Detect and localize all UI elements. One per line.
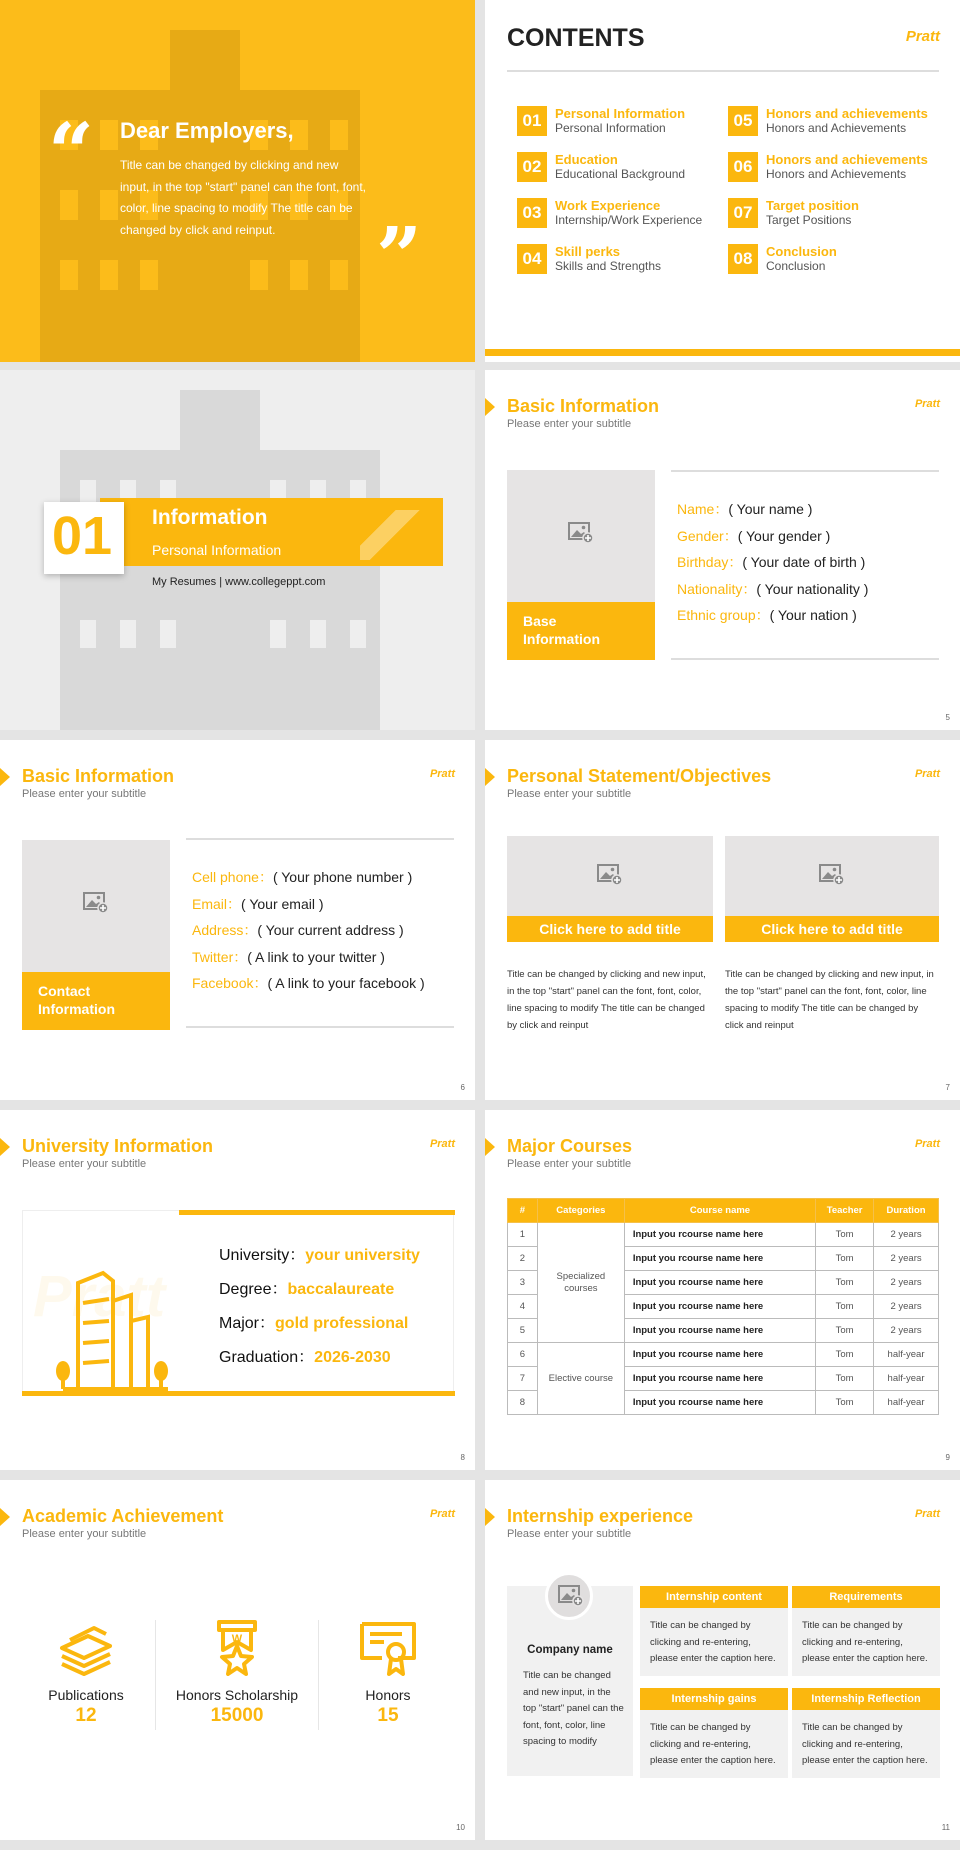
slide-title: Basic Information bbox=[22, 766, 175, 786]
slide-subtitle: Please enter your subtitle bbox=[507, 418, 632, 430]
duration-cell: 2 years bbox=[874, 1319, 939, 1343]
contents-item[interactable] bbox=[517, 152, 717, 192]
duration-cell: 2 years bbox=[874, 1247, 939, 1271]
contents-item-number: 03 bbox=[517, 198, 547, 228]
label-box bbox=[22, 972, 170, 1030]
info-field-label: Name： bbox=[677, 501, 729, 517]
header-cell: Categories bbox=[537, 1199, 624, 1223]
contents-item-subtitle: Conclusion bbox=[766, 259, 826, 273]
contents-item-title: Education bbox=[555, 152, 618, 167]
contents-item-number: 06 bbox=[728, 152, 758, 182]
slide-internship-experience bbox=[485, 1480, 960, 1840]
internship-box-title: Internship content bbox=[640, 1586, 788, 1608]
header-cell: # bbox=[508, 1199, 538, 1223]
header-cell: Course name bbox=[624, 1199, 815, 1223]
row-number: 2 bbox=[508, 1247, 538, 1271]
duration-cell: half-year bbox=[874, 1343, 939, 1367]
info-field-label: Twitter： bbox=[192, 948, 248, 965]
slide-section-01 bbox=[0, 370, 475, 730]
add-image-icon bbox=[597, 864, 623, 886]
achievement-label: Publications bbox=[48, 1687, 124, 1703]
info-field bbox=[677, 602, 868, 629]
row-number: 4 bbox=[508, 1295, 538, 1319]
achievement-value: 15 bbox=[377, 1705, 399, 1726]
label-line-1: Base bbox=[523, 613, 557, 629]
label-box bbox=[507, 602, 655, 660]
contents-item[interactable] bbox=[517, 106, 717, 146]
bottom-divider bbox=[186, 1026, 454, 1028]
title-arrow-icon bbox=[485, 1508, 495, 1526]
contents-item-title: Work Experience bbox=[555, 198, 661, 213]
internship-box bbox=[640, 1586, 788, 1676]
top-divider bbox=[186, 838, 454, 840]
contents-item-subtitle: Skills and Strengths bbox=[555, 259, 662, 273]
brand-logo: Pratt bbox=[914, 1508, 940, 1520]
page-number: 9 bbox=[945, 1453, 950, 1462]
university-row-label: University： bbox=[219, 1247, 306, 1264]
svg-text:W: W bbox=[231, 1633, 243, 1645]
page-number: 11 bbox=[941, 1823, 950, 1832]
contents-item-subtitle: Honors and Achievements bbox=[766, 121, 907, 135]
internship-box bbox=[640, 1688, 788, 1778]
internship-box-title: Requirements bbox=[792, 1586, 940, 1608]
title-arrow-icon bbox=[485, 1138, 495, 1156]
achievement-item bbox=[26, 1620, 146, 1727]
contents-bottom-bar bbox=[485, 349, 960, 356]
contents-item[interactable] bbox=[728, 244, 928, 284]
university-row bbox=[219, 1273, 420, 1307]
section-subtitle: Personal Information bbox=[152, 542, 282, 558]
internship-box-text: Title can be changed by clicking and re-entering, please enter the caption here. bbox=[792, 1710, 940, 1778]
contents-item-number: 02 bbox=[517, 152, 547, 182]
internship-box-title: Internship Reflection bbox=[792, 1688, 940, 1710]
image-placeholder[interactable] bbox=[507, 836, 713, 916]
info-field bbox=[677, 523, 868, 550]
university-row bbox=[219, 1307, 420, 1341]
info-field-label: Address： bbox=[192, 922, 258, 938]
image-placeholder[interactable] bbox=[507, 470, 655, 660]
contents-item[interactable] bbox=[728, 106, 928, 146]
title-arrow-icon bbox=[485, 768, 495, 786]
slide-title: University Information bbox=[22, 1136, 214, 1156]
duration-cell: 2 years bbox=[874, 1295, 939, 1319]
internship-box-text: Title can be changed by clicking and re-entering, please enter the caption here. bbox=[640, 1608, 788, 1676]
brand-logo: Pratt bbox=[914, 768, 940, 780]
add-image-icon bbox=[819, 864, 845, 886]
row-number: 7 bbox=[508, 1367, 538, 1391]
add-title-button[interactable]: Click here to add title bbox=[507, 916, 713, 942]
label-line-1: Contact bbox=[38, 983, 91, 999]
close-quote-icon: ” bbox=[376, 209, 423, 303]
slide-subtitle: Please enter your subtitle bbox=[507, 1158, 632, 1170]
add-title-button[interactable]: Click here to add title bbox=[725, 916, 939, 942]
section-footer: My Resumes | www.collegeppt.com bbox=[152, 576, 326, 588]
courses-table-body bbox=[508, 1223, 939, 1415]
slide-title: Internship experience bbox=[507, 1506, 694, 1526]
image-placeholder[interactable] bbox=[22, 840, 170, 1030]
info-field bbox=[192, 970, 425, 997]
info-field bbox=[677, 549, 868, 576]
contents-item-subtitle: Honors and Achievements bbox=[766, 167, 907, 181]
section-title: Information bbox=[152, 506, 268, 529]
info-field-label: Email： bbox=[192, 895, 242, 912]
info-field-value[interactable]: ( A link to your twitter ) bbox=[247, 948, 385, 965]
contents-item-title: Personal Information bbox=[555, 106, 686, 121]
slide-intro bbox=[0, 0, 475, 362]
university-row-value[interactable]: your university bbox=[305, 1247, 420, 1264]
row-number: 8 bbox=[508, 1391, 538, 1415]
university-row-value[interactable]: gold professional bbox=[275, 1315, 409, 1332]
open-quote-icon: “ bbox=[48, 105, 95, 199]
teacher-cell: Tom bbox=[816, 1271, 874, 1295]
slide-major-courses bbox=[485, 1110, 960, 1470]
label-line-2: Information bbox=[38, 1001, 115, 1017]
brand-logo: Pratt bbox=[914, 1138, 940, 1150]
achievement-item bbox=[328, 1620, 448, 1727]
contents-item-title: Target position bbox=[766, 198, 859, 213]
university-row-label: Graduation： bbox=[219, 1349, 315, 1366]
contents-item-subtitle: Personal Information bbox=[555, 121, 666, 135]
contents-item-number: 05 bbox=[728, 106, 758, 136]
internship-box-text: Title can be changed by clicking and re-entering, please enter the caption here. bbox=[640, 1710, 788, 1778]
course-name-cell[interactable]: Input you rcourse name here bbox=[624, 1319, 815, 1343]
page-number: 10 bbox=[456, 1823, 465, 1832]
university-row-value[interactable]: baccalaureate bbox=[287, 1281, 395, 1298]
building-icon bbox=[53, 1263, 173, 1393]
university-row-label: Degree： bbox=[219, 1281, 288, 1298]
add-image-icon bbox=[568, 522, 594, 544]
row-number: 5 bbox=[508, 1319, 538, 1343]
card-top-bar bbox=[179, 1210, 455, 1215]
slide-university-information bbox=[0, 1110, 475, 1470]
contents-item-number: 08 bbox=[728, 244, 758, 274]
teacher-cell: Tom bbox=[816, 1319, 874, 1343]
slide-personal-statement bbox=[485, 740, 960, 1100]
info-field-label: Ethnic group： bbox=[677, 607, 770, 623]
info-field-label: Gender： bbox=[677, 527, 738, 544]
intro-body: Title can be changed by clicking and new input, in the top "start" panel can the font, font, color, line spacing to modify The title can be changed by click and reinput. bbox=[120, 158, 367, 237]
slide-subtitle: Please enter your subtitle bbox=[507, 1528, 632, 1540]
slide-subtitle: Please enter your subtitle bbox=[507, 788, 632, 800]
slide-basic-information-base bbox=[485, 370, 960, 730]
add-image-icon bbox=[83, 892, 109, 914]
card-description: Title can be changed by clicking and new input, in the top "start" panel can the font, font, color, line spacing to modify The title can be changed by click and reinput bbox=[507, 969, 706, 1031]
teacher-cell: Tom bbox=[816, 1367, 874, 1391]
add-image-icon bbox=[558, 1585, 584, 1607]
category-cell: Specialized courses bbox=[537, 1223, 624, 1343]
info-field-value[interactable]: ( Your phone number ) bbox=[272, 869, 413, 885]
contents-item-title: Conclusion bbox=[766, 244, 837, 259]
company-card bbox=[507, 1586, 633, 1776]
page-number: 7 bbox=[945, 1083, 950, 1092]
info-field-value[interactable]: ( Your nationality ) bbox=[756, 580, 869, 597]
university-row bbox=[219, 1341, 420, 1375]
info-field bbox=[192, 891, 425, 918]
info-field-label: Cell phone： bbox=[192, 869, 273, 885]
table-header-row bbox=[508, 1199, 939, 1223]
info-field-value[interactable]: ( A link to your facebook ) bbox=[267, 975, 425, 991]
info-field-label: Nationality： bbox=[677, 580, 757, 597]
contents-title: CONTENTS bbox=[507, 24, 645, 52]
duration-cell: half-year bbox=[874, 1391, 939, 1415]
slide-title: Basic Information bbox=[507, 396, 660, 416]
brand-logo: Pratt bbox=[429, 1508, 455, 1520]
info-field-label: Birthday： bbox=[677, 554, 743, 570]
contents-divider bbox=[507, 70, 939, 72]
title-arrow-icon bbox=[0, 768, 10, 786]
slide-title: Academic Achievement bbox=[22, 1506, 224, 1526]
top-divider bbox=[671, 470, 939, 472]
teacher-cell: Tom bbox=[816, 1391, 874, 1415]
internship-box bbox=[792, 1586, 940, 1676]
info-field-value[interactable]: ( Your email ) bbox=[241, 895, 324, 912]
info-field-label: Facebook： bbox=[192, 975, 268, 991]
achievement-value: 15000 bbox=[210, 1705, 264, 1726]
header-cell: Teacher bbox=[816, 1199, 874, 1223]
course-name-cell[interactable]: Input you rcourse name here bbox=[624, 1223, 815, 1247]
brand-logo: Pratt bbox=[429, 768, 455, 780]
title-arrow-icon bbox=[0, 1138, 10, 1156]
course-name-cell[interactable]: Input you rcourse name here bbox=[624, 1367, 815, 1391]
category-cell: Elective course bbox=[537, 1343, 624, 1415]
internship-box bbox=[792, 1688, 940, 1778]
info-field-value[interactable]: ( Your name ) bbox=[728, 501, 813, 517]
slide-academic-achievement bbox=[0, 1480, 475, 1840]
university-details bbox=[219, 1239, 420, 1375]
row-number: 6 bbox=[508, 1343, 538, 1367]
achievement-label: Honors bbox=[365, 1687, 411, 1703]
info-field bbox=[192, 864, 425, 891]
slide-title: Major Courses bbox=[507, 1136, 633, 1156]
medal-icon bbox=[215, 1620, 259, 1676]
row-number: 3 bbox=[508, 1271, 538, 1295]
contents-item-title: Skill perks bbox=[555, 244, 621, 259]
info-field bbox=[677, 496, 868, 523]
duration-cell: 2 years bbox=[874, 1271, 939, 1295]
contents-item[interactable] bbox=[517, 244, 717, 284]
card-description: Title can be changed by clicking and new input, in the top "start" panel can the font, font, color, line spacing to modify The title can be changed by click and reinput bbox=[725, 969, 934, 1031]
contents-item-subtitle: Target Positions bbox=[766, 213, 852, 227]
teacher-cell: Tom bbox=[816, 1343, 874, 1367]
course-name-cell[interactable]: Input you rcourse name here bbox=[624, 1343, 815, 1367]
teacher-cell: Tom bbox=[816, 1247, 874, 1271]
company-image-placeholder[interactable] bbox=[545, 1572, 593, 1620]
internship-box-text: Title can be changed by clicking and re-entering, please enter the caption here. bbox=[792, 1608, 940, 1676]
row-number: 1 bbox=[508, 1223, 538, 1247]
page-number: 5 bbox=[945, 713, 950, 722]
company-name: Company name bbox=[527, 1644, 613, 1656]
contents-item[interactable] bbox=[517, 198, 717, 238]
slide-subtitle: Please enter your subtitle bbox=[22, 1158, 147, 1170]
slide-title: Personal Statement/Objectives bbox=[507, 766, 772, 786]
course-name-cell[interactable]: Input you rcourse name here bbox=[624, 1295, 815, 1319]
university-row bbox=[219, 1239, 420, 1273]
slide-subtitle: Please enter your subtitle bbox=[22, 1528, 147, 1540]
university-card bbox=[22, 1210, 454, 1396]
info-field bbox=[192, 917, 425, 944]
courses-table bbox=[507, 1198, 939, 1415]
page-number: 6 bbox=[460, 1083, 465, 1092]
title-arrow-icon bbox=[0, 1508, 10, 1526]
info-field-value[interactable]: ( Your nation ) bbox=[769, 607, 857, 623]
teacher-cell: Tom bbox=[816, 1295, 874, 1319]
teacher-cell: Tom bbox=[816, 1223, 874, 1247]
contents-item-subtitle: Internship/Work Experience bbox=[555, 213, 703, 227]
duration-cell: half-year bbox=[874, 1367, 939, 1391]
course-name-cell[interactable]: Input you rcourse name here bbox=[624, 1391, 815, 1415]
slide-basic-information-contact bbox=[0, 740, 475, 1100]
info-field-value[interactable]: ( Your current address ) bbox=[257, 922, 404, 938]
table-row bbox=[508, 1223, 939, 1247]
duration-cell: 2 years bbox=[874, 1223, 939, 1247]
image-placeholder[interactable] bbox=[725, 836, 939, 916]
slide-subtitle: Please enter your subtitle bbox=[22, 788, 147, 800]
contents-item[interactable] bbox=[728, 198, 928, 238]
contents-item[interactable] bbox=[728, 152, 928, 192]
info-field-value[interactable]: ( Your date of birth ) bbox=[742, 554, 866, 570]
university-row-value[interactable]: 2026-2030 bbox=[314, 1349, 391, 1366]
brand-logo: Pratt bbox=[914, 398, 940, 410]
info-field-list bbox=[192, 864, 425, 997]
certificate-icon bbox=[358, 1620, 418, 1676]
contents-item-title: Honors and achievements bbox=[766, 152, 928, 167]
contents-item-number: 04 bbox=[517, 244, 547, 274]
info-field bbox=[677, 576, 868, 603]
achievement-item bbox=[162, 1620, 312, 1727]
brand-logo: Pratt bbox=[905, 28, 940, 45]
table-row bbox=[508, 1343, 939, 1367]
contents-item-number: 01 bbox=[517, 106, 547, 136]
section-deco-stripes bbox=[360, 510, 430, 560]
divider bbox=[318, 1620, 319, 1730]
contents-item-subtitle: Educational Background bbox=[555, 167, 686, 181]
label-line-2: Information bbox=[523, 631, 600, 647]
achievement-value: 12 bbox=[75, 1705, 97, 1726]
contents-item-number: 07 bbox=[728, 198, 758, 228]
page-number: 8 bbox=[460, 1453, 465, 1462]
info-field-value[interactable]: ( Your gender ) bbox=[737, 527, 831, 544]
info-field-list bbox=[677, 496, 868, 629]
course-name-cell[interactable]: Input you rcourse name here bbox=[624, 1247, 815, 1271]
slide-contents bbox=[485, 0, 960, 362]
company-description: Title can be changed and new input, in the top "start" panel can the font, font, color, line spacing to modify bbox=[523, 1670, 624, 1747]
title-arrow-icon bbox=[485, 398, 495, 416]
intro-heading: Dear Employers, bbox=[120, 118, 294, 143]
header-cell: Duration bbox=[874, 1199, 939, 1223]
internship-box-title: Internship gains bbox=[640, 1688, 788, 1710]
bottom-divider bbox=[671, 658, 939, 660]
contents-item-title: Honors and achievements bbox=[766, 106, 928, 121]
achievement-label: Honors Scholarship bbox=[175, 1687, 299, 1703]
university-row-label: Major： bbox=[219, 1315, 276, 1332]
course-name-cell[interactable]: Input you rcourse name here bbox=[624, 1271, 815, 1295]
watermark-logo: Pratt bbox=[33, 1264, 166, 1329]
info-field bbox=[192, 944, 425, 971]
divider bbox=[155, 1620, 156, 1730]
brand-logo: Pratt bbox=[429, 1138, 455, 1150]
section-number: 01 bbox=[52, 506, 113, 566]
books-icon bbox=[56, 1620, 116, 1676]
